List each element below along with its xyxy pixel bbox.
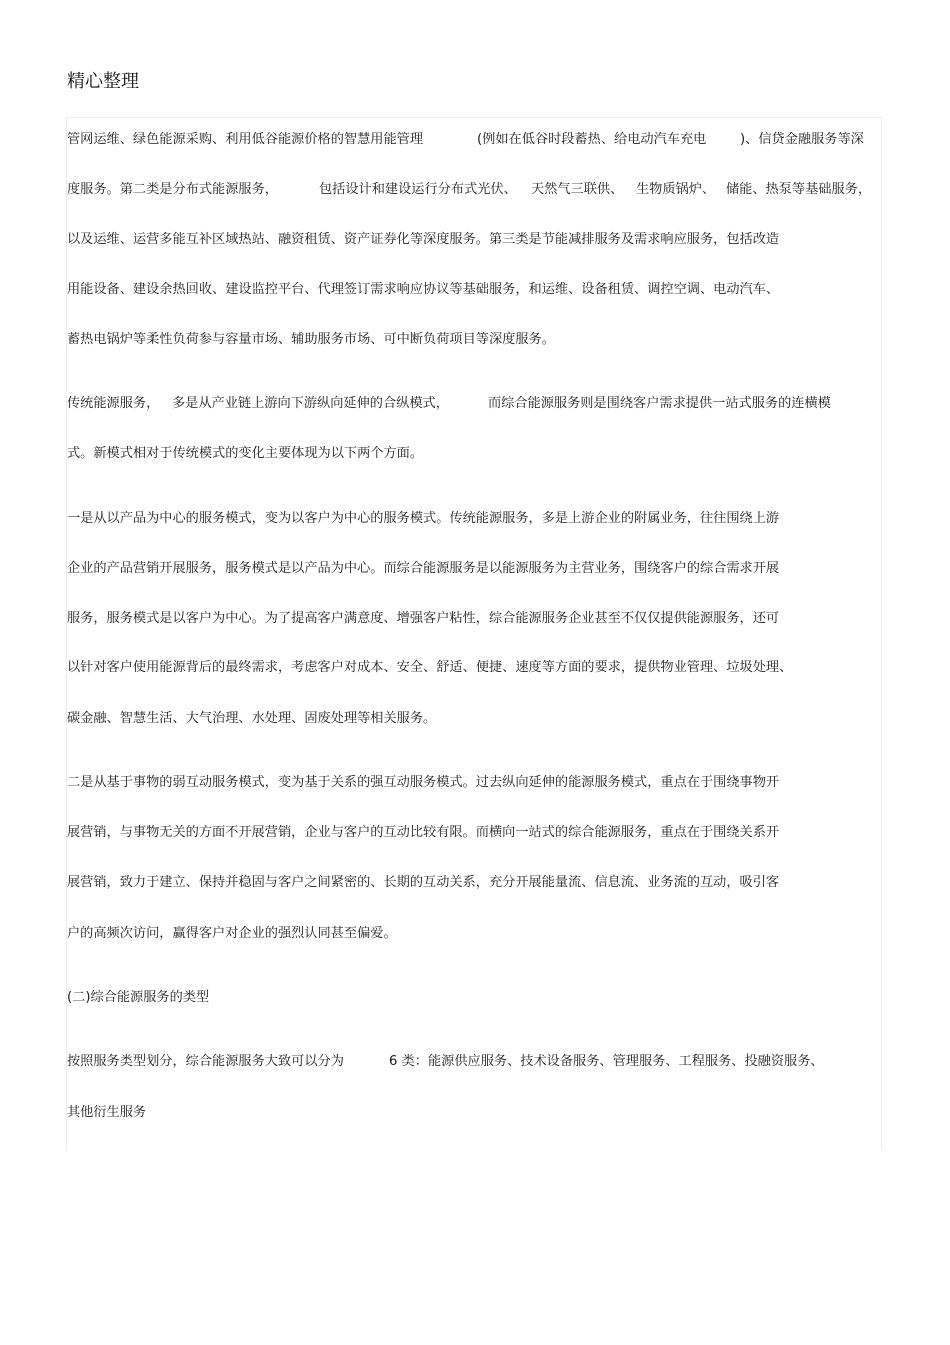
text-segment: 展营销，致力于建立、保持并稳固与客户之间紧密的、长期的互动关系，充分开展能量流、信息流、业务流的互动，吸引客 xyxy=(67,875,780,890)
text-segment: 碳金融、智慧生活、大气治理、水处理、固废处理等相关服务。 xyxy=(67,711,437,726)
text-segment: 多是从产业链上游向下游纵向延伸的合纵模式， xyxy=(172,396,449,411)
text-segment: 天然气三联供、 xyxy=(531,182,624,197)
text-segment: 度服务。第二类是分布式能源服务， xyxy=(67,182,278,197)
text-segment: 展营销，与事物无关的方面不开展营销，企业与客户的互动比较有限。而横向一站式的综合能源服务，重点在于围绕关系开 xyxy=(67,825,780,840)
text-segment: 生物质锅炉、 xyxy=(636,182,716,197)
text-segment: 蓄热电锅炉等柔性负荷参与容量市场、辅助服务市场、可中断负荷项目等深度服务。 xyxy=(67,332,555,347)
text-segment: 用能设备、建设余热回收、建设监控平台、代理签订需求响应协议等基础服务，和运维、设备租赁、调控空调、电动汽车、 xyxy=(67,282,780,297)
text-segment: 二是从基于事物的弱互动服务模式，变为基于关系的强互动服务模式。过去纵向延伸的能源服务模式，重点在于围绕事物开 xyxy=(67,775,780,790)
text-segment: 企业的产品营销开展服务，服务模式是以产品为中心。而综合能源服务是以能源服务为主营业务，围绕客户的综合需求开展 xyxy=(67,561,780,576)
text-segment: 其他衍生服务 xyxy=(67,1105,147,1120)
text-segment: (二)综合能源服务的类型 xyxy=(67,990,210,1005)
text-segment: 户的高频次访问，赢得客户对企业的强烈认同甚至偏爱。 xyxy=(67,926,397,941)
text-segment: (例如在低谷时段蓄热、给电动汽车充电 xyxy=(477,132,707,147)
text-segment: 传统能源服务， xyxy=(67,396,160,411)
text-segment: 以针对客户使用能源背后的最终需求，考虑客户对成本、安全、舒适、便捷、速度等方面的要求，提供物业管理、垃圾处理、 xyxy=(67,660,793,675)
text-segment: 而综合能源服务则是围绕客户需求提供一站式服务的连横模 xyxy=(488,396,831,411)
page-header-title: 精心整理 xyxy=(67,71,139,92)
text-segment: )、信贷金融服务等深 xyxy=(740,132,864,147)
text-segment: 以及运维、运营多能互补区域热站、融资租赁、资产证券化等深度服务。第三类是节能减排服务及需求响应服务，包括改造 xyxy=(67,232,780,247)
text-segment: 服务，服务模式是以客户为中心。为了提高客户满意度、增强客户粘性，综合能源服务企业甚至不仅仅提供能源服务，还可 xyxy=(67,611,780,626)
text-segment: 管网运维、绿色能源采购、利用低谷能源价格的智慧用能管理 xyxy=(67,132,424,147)
text-segment: 储能、热泵等基础服务， xyxy=(726,182,872,197)
text-segment: 一是从以产品为中心的服务模式，变为以客户为中心的服务模式。传统能源服务，多是上游企业的附属业务，往往围绕上游 xyxy=(67,511,780,526)
text-segment: 按照服务类型划分，综合能源服务大致可以分为 xyxy=(67,1054,344,1069)
text-segment: 包括设计和建设运行分布式光伏、 xyxy=(319,182,517,197)
text-segment: 6 类：能源供应服务、技术设备服务、管理服务、工程服务、投融资服务、 xyxy=(389,1054,824,1069)
text-segment: 式。新模式相对于传统模式的变化主要体现为以下两个方面。 xyxy=(67,446,424,461)
